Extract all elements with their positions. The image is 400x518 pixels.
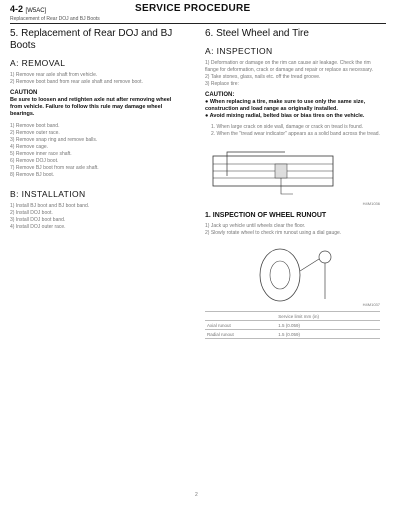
list-item: 2) Remove outer race. (10, 130, 60, 136)
removal-heading: A: REMOVAL (10, 58, 66, 68)
list-item: ● Avoid mixing radial, belted bias or bias tires on the vehicle. (205, 113, 365, 119)
figure-code: H4M1036 (362, 201, 380, 206)
list-item: 6) Remove DOJ boot. (10, 158, 59, 164)
right-section-title: 6. Steel Wheel and Tire (205, 28, 309, 39)
removal-steps (10, 123, 185, 179)
right-column (205, 28, 380, 339)
runout-heading: 1. INSPECTION OF WHEEL RUNOUT (205, 212, 327, 219)
wheel-rim-outline (260, 249, 300, 301)
list-item: 4) Remove cage. (10, 144, 49, 150)
list-item: 3) Remove snap ring and remove balls. (10, 137, 98, 143)
list-item: 1) Remove boot band. (10, 123, 60, 129)
list-item: 2. When the "tread wear indicator" appears as a solid band across the tread. (211, 131, 380, 137)
inspection-intro-3: 3) Replace tire: (205, 81, 239, 87)
list-item: 1) Install BJ boot and BJ boot band. (10, 203, 90, 209)
runout-step-1: 1) Jack up vehicle until wheels clear the floor. (205, 223, 306, 229)
installation-heading: B: INSTALLATION (10, 189, 86, 199)
section-code-suffix: [W5AC] (25, 8, 47, 14)
runout-spec-table (205, 311, 380, 339)
list-item: 2) Install DOJ boot. (10, 210, 53, 216)
removal-caution-label: CAUTION (10, 90, 38, 96)
tread-wear-illustration (205, 144, 380, 206)
list-item: 8) Remove BJ boot. (10, 172, 55, 178)
dial-gauge-face (319, 251, 331, 263)
inspection-intro-2: 2) Take stones, glass, nails etc. off the tread groove. (205, 74, 321, 80)
page-number: 2 (195, 492, 198, 498)
table-cell: Radial runout (205, 330, 276, 339)
table-cell: 1.5 (0.059) (276, 330, 380, 339)
tread-wear-figure (205, 144, 380, 206)
table-row (205, 312, 380, 321)
runout-figure (205, 237, 380, 307)
wear-indicator-bar (275, 164, 287, 178)
page-subtitle: Replacement of Rear DOJ and BJ Boots (10, 16, 100, 22)
gauge-arm (300, 259, 319, 271)
table-header-cell (205, 312, 276, 321)
table-row (205, 330, 380, 339)
left-section-title: 5. Replacement of Rear DOJ and BJ Boots (10, 28, 173, 51)
list-item: 4) Install DOJ outer race. (10, 224, 66, 230)
figure-code: H4M1037 (362, 302, 380, 307)
inspection-intro-1: 1) Deformation or damage on the rim can cause air leakage. Check the rim flange for deformation, crack or damage and repair or replace as necessary. (205, 60, 374, 73)
list-item: 7) Remove BJ boot from rear axle shaft. (10, 165, 99, 171)
caution-item-text: Avoid mixing radial, belted bias or bias tires on the vehicle. (209, 113, 365, 119)
table-row (205, 321, 380, 330)
page-title: SERVICE PROCEDURE (135, 3, 251, 14)
inspection-heading: A: INSPECTION (205, 46, 273, 56)
list-item: 3) Install DOJ boot band. (10, 217, 66, 223)
header-divider (10, 23, 386, 24)
table-cell: 1.5 (0.059) (276, 321, 380, 330)
table-cell: Axial runout (205, 321, 276, 330)
list-item: 1. When large crack on side wall, damage or crack on tread is found. (211, 124, 364, 130)
table-header-cell: Service limit mm (in) (276, 312, 380, 321)
inspection-caution-list (205, 99, 380, 120)
section-code (10, 4, 46, 14)
inspection-caution-label: CAUTION: (205, 92, 235, 98)
section-code-number: 4-2 (10, 4, 24, 14)
runout-step-2: 2) Slowly rotate wheel to check rim runout using a dial gauge. (205, 230, 342, 236)
removal-caution-text: Be sure to loosen and retighten axle nut after removing wheel from vehicle. Failure to follow this rule may damage wheel bearings. (10, 97, 172, 117)
caution-item-text: When replacing a tire, make sure to use only the same size, construction and load range as originally installed. (205, 99, 366, 112)
wheel-hub-outline (270, 261, 290, 289)
removal-intro-1: 1) Remove rear axle shaft from vehicle. (10, 72, 98, 78)
list-item: ● When replacing a tire, make sure to use only the same size, construction and load range as originally installed. (205, 99, 366, 112)
installation-steps (10, 203, 185, 231)
list-item: 5) Remove inner race shaft. (10, 151, 72, 157)
dial-gauge-illustration (205, 237, 380, 307)
inspection-more-list (205, 124, 380, 138)
left-column (10, 28, 185, 231)
removal-intro-2: 2) Remove boot band from rear axle shaft and remove boot. (10, 79, 143, 85)
